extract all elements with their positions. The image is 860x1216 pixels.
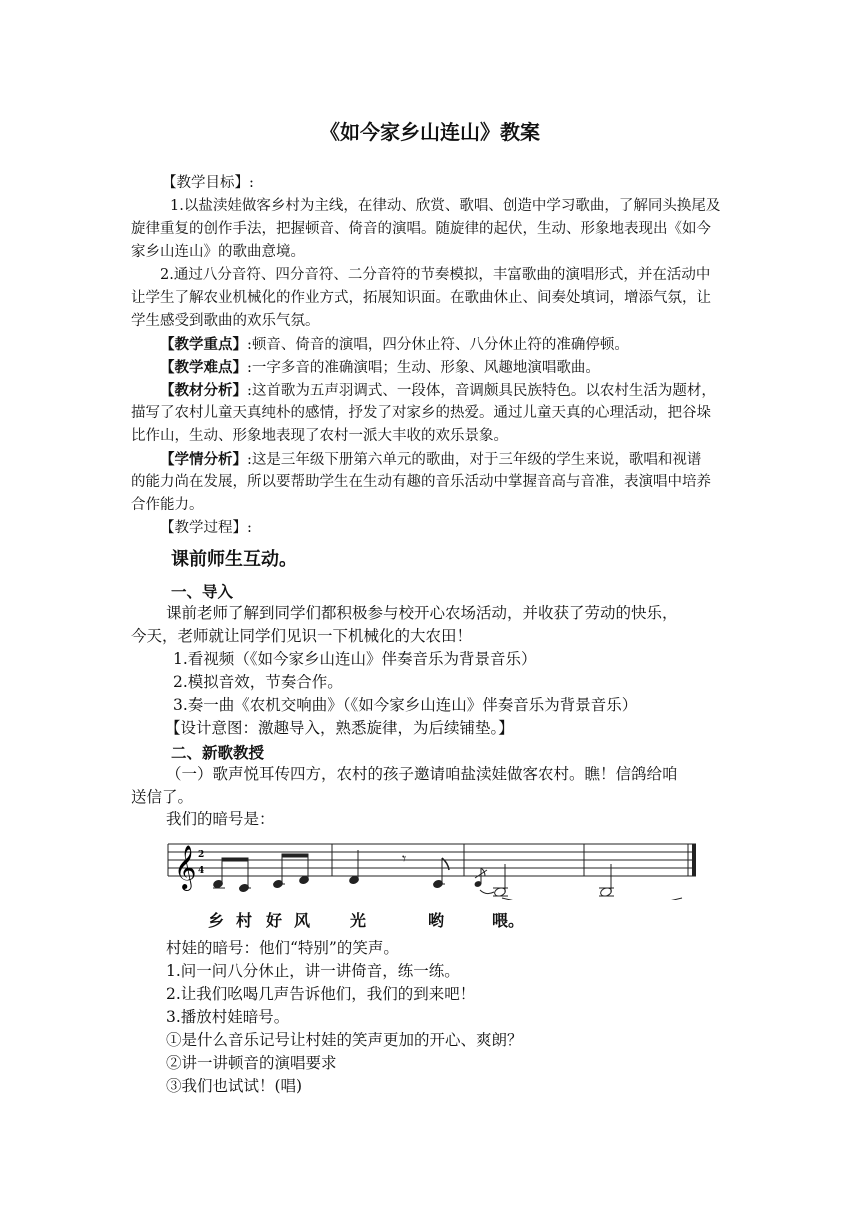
section-1-item-3: 3.奏一曲《农机交响曲》（《如今家乡山连山》伴奏音乐为背景音乐） (173, 696, 638, 714)
students-line-1 (160, 449, 701, 471)
section-2-para-line-2: 送信了。 (131, 788, 194, 806)
students-line-3: 合作能力。 (131, 497, 204, 513)
material-text: :这首歌为五声羽调式、一段体，音调颇具民族特色。以农村生活为题材， (247, 383, 716, 399)
measure-3 (474, 864, 682, 900)
pre-class-heading: 课前师生互动。 (171, 549, 297, 570)
objective-2-line-2: 让学生了解农业机械化的作业方式，拓展知识面。在歌曲休止、间奏处填词，增添气氛，让 (131, 290, 711, 306)
section-1-item-1: 1.看视频（《如今家乡山连山》伴奏音乐为背景音乐） (173, 650, 537, 668)
difficulties-text: :一字多音的准确演唱；生动、形象、风趣地演唱歌曲。 (247, 360, 600, 376)
key-points-text: :顿音、倚音的演唱，四分休止符、八分休止符的准确停顿。 (247, 337, 629, 353)
after-line-7: ③我们也试试！(唱) (166, 1077, 303, 1095)
section-1-item-2: 2.模拟音效，节奏合作。 (173, 673, 343, 691)
key-points (160, 334, 629, 356)
lyric-3: 好 (266, 911, 283, 930)
music-staff (160, 836, 700, 900)
material-line-1 (160, 380, 716, 402)
after-line-2: 1.问一问八分休止，讲一讲倚音，练一练。 (166, 962, 460, 980)
measure-2 (349, 849, 449, 889)
after-line-6: ②讲一讲顿音的演唱要求 (166, 1054, 337, 1072)
difficulties (160, 357, 600, 379)
objective-2-line-1: 2.通过八分音符、四分音符、二分音符的节奏模拟，丰富歌曲的演唱形式，并在活动中 (160, 267, 711, 283)
section-2-heading: 二、新歌教授 (171, 743, 265, 762)
key-points-label: 【教学重点】 (160, 336, 247, 353)
signal-label: 我们的暗号是： (166, 810, 275, 828)
objective-2-line-3: 学生感受到歌曲的欢乐气氛。 (131, 313, 320, 329)
objective-1-line-2: 旋律重复的创作手法，把握顿音、倚音的演唱。随旋律的起伏，生动、形象地表现出《如今 (131, 221, 711, 237)
lyric-7: 喂。 (492, 911, 525, 930)
material-line-2: 描写了农村儿童天真纯朴的感情，抒发了对家乡的热爱。通过儿童天真的心理活动，把谷垛 (131, 405, 711, 421)
final-barline-thick (692, 844, 696, 876)
students-line-2: 的能力尚在发展，所以要帮助学生在生动有趣的音乐活动中掌握音高与音准，表演唱中培养 (131, 474, 711, 490)
measure-4 (599, 864, 614, 897)
objective-1-line-1: 1.以盐渎娃做客乡村为主线，在律动、欣赏、歌唱、创造中学习歌曲，了解同头换尾及 (170, 198, 721, 214)
lyric-4: 风 (294, 911, 311, 930)
difficulties-label: 【教学难点】 (160, 359, 247, 376)
objective-1-line-3: 家乡山连山》的歌曲意境。 (131, 244, 305, 260)
after-line-4: 3.播放村娃暗号。 (166, 1008, 290, 1026)
after-line-3: 2.让我们吆喝几声告诉他们，我们的到来吧！ (166, 985, 476, 1003)
time-sig-bottom: 4 (198, 866, 205, 876)
page-title: 《如今家乡山连山》教案 (320, 120, 540, 144)
section-1-para-line-2: 今天，老师就让同学们见识一下机械化的大农田！ (131, 627, 473, 645)
lyric-1: 乡 (208, 911, 225, 930)
svg-text:𝄾: 𝄾 (402, 849, 407, 868)
time-sig-top: 2 (198, 850, 205, 860)
after-line-1: 村娃的暗号：他们“特别”的笑声。 (166, 939, 399, 957)
students-text: :这是三年级下册第六单元的歌曲，对于三年级的学生来说，歌唱和视谱 (247, 452, 702, 468)
objectives-label: 【教学目标】: (162, 175, 254, 191)
lyric-2: 村 (236, 911, 253, 930)
lyric-6: 哟 (428, 911, 445, 930)
section-1-para-line-1: 课前老师了解到同学们都积极参与校开心农场活动，并收获了劳动的快乐， (166, 604, 678, 622)
after-line-5: ①是什么音乐记号让村娃的笑声更加的开心、爽朗？ (166, 1031, 523, 1049)
lyric-5: 光 (350, 911, 367, 930)
material-label: 【教材分析】 (160, 382, 247, 399)
material-line-3: 比作山，生动、形象地表现了农村一派大丰收的欢乐景象。 (131, 428, 508, 444)
design-intent: 【设计意图：激趣导入，熟悉旋律，为后续铺垫。】 (165, 719, 514, 737)
process-label: 【教学过程】: (160, 520, 252, 536)
students-label: 【学情分析】 (160, 451, 247, 468)
treble-clef: 𝄞 (174, 845, 197, 889)
section-2-para-line-1: （一）歌声悦耳传四方，农村的孩子邀请咱盐渎娃做客农村。瞧！信鸽给咱 (166, 765, 678, 783)
section-1-heading: 一、导入 (171, 582, 234, 601)
